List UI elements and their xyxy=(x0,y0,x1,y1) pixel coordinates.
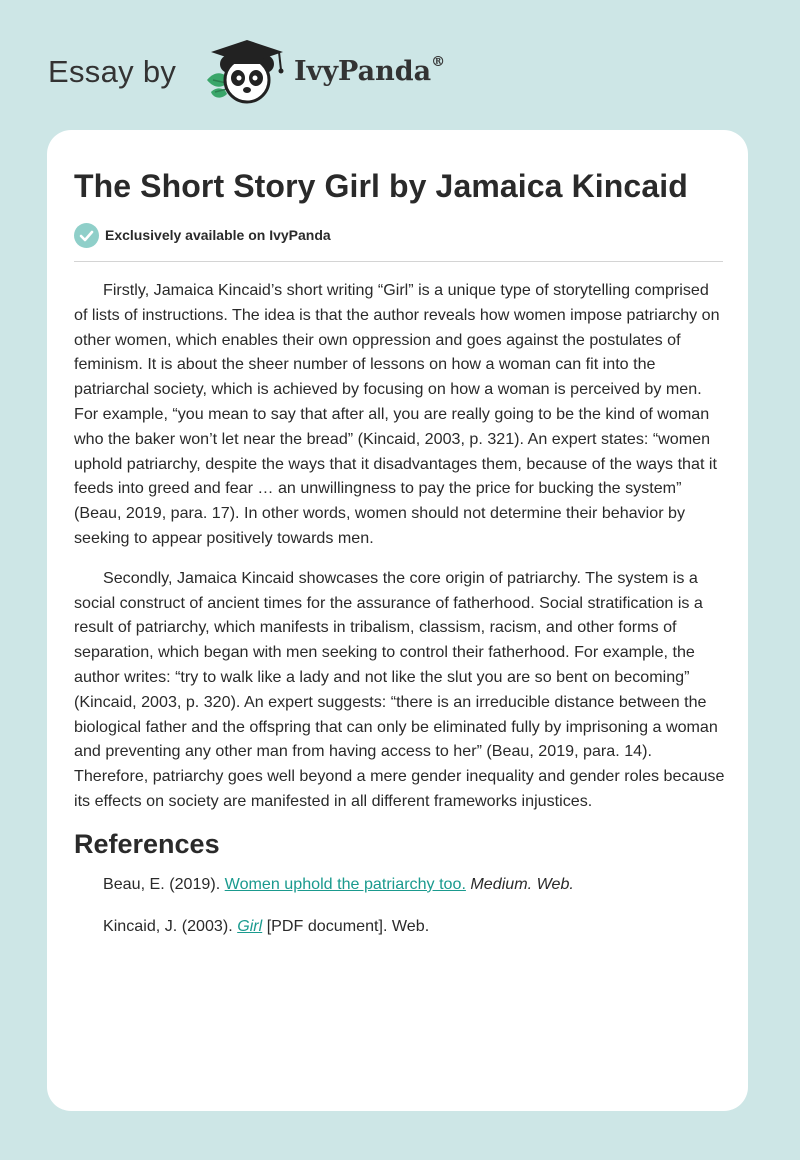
divider xyxy=(74,261,723,262)
brand-name-text: IvyPanda xyxy=(294,56,432,87)
references-heading: References xyxy=(74,828,220,859)
brand-name[interactable] xyxy=(294,56,445,87)
reference-link-text: Girl xyxy=(237,916,263,935)
essay-body xyxy=(74,278,726,956)
site-header xyxy=(48,36,508,106)
panda-logo-icon[interactable] xyxy=(203,36,289,106)
exclusive-badge-text: Exclusively available on IvyPanda xyxy=(105,227,331,243)
paragraph-1: Firstly, Jamaica Kincaid’s short writing “Girl” is a unique type of storytelling comprised of lists of instructions. The idea is that the author reveals how women impose patriarchy on other women, which enables their own oppression and goes against the postulates of feminism. It is about the sheer number of lessons on how a woman can fit into the patriarchal society, which is achieved by focusing on how a woman is perceived by men. For example, “you mean to say that after all, you are really going to be the kind of woman who the baker won’t let near the bread” (Kincaid, 2003, p. 321). An expert states: “women uphold patriarchy, despite the ways that it disadvantages them, because of the ways that it feeds into greed and fear … an unwillingness to pay the price for bucking the system” (Beau, 2019, para. 17). In other words, women should not determine their behavior by seeking to appear positively towards men. xyxy=(74,281,720,547)
check-circle-icon xyxy=(74,223,99,248)
essay-by-label: Essay by xyxy=(48,54,177,89)
reference-prefix: Beau, E. (2019). xyxy=(103,874,225,893)
essay-title: The Short Story Girl by Jamaica Kincaid xyxy=(74,168,688,204)
reference-prefix: Kincaid, J. (2003). xyxy=(103,916,238,935)
reference-link[interactable] xyxy=(237,917,262,935)
exclusive-badge xyxy=(74,222,331,248)
essay-card xyxy=(47,130,748,1111)
reference-source: Medium. Web. xyxy=(470,874,574,893)
registered-mark: ® xyxy=(431,54,446,70)
reference-item xyxy=(103,872,726,896)
paragraph-2: Secondly, Jamaica Kincaid showcases the core origin of patriarchy. The system is a social construct of ancient times for the assurance of fatherhood. Social stratification is a result of patriarchy, which manifests in tribalism, classism, racism, and other forms of separation, which began with men seeking to control their fatherhood. For example, the author writes: “try to walk like a lady and not like the slut you are so bent on becoming” (Kincaid, 2003, p. 320). An expert suggests: “there is an irreducible distance between the biological father and the offspring that can only be eliminated fully by imprisoning a woman and preventing any other man from having access to her” (Beau, 2019, para. 14). Therefore, patriarchy goes well beyond a mere gender inequality and gender roles because its effects on society are manifested in all different frameworks injustices. xyxy=(74,568,725,810)
reference-item xyxy=(103,914,726,938)
reference-middle: [PDF document]. Web. xyxy=(262,916,430,935)
reference-link[interactable]: Women uphold the patriarchy too. xyxy=(224,874,466,893)
